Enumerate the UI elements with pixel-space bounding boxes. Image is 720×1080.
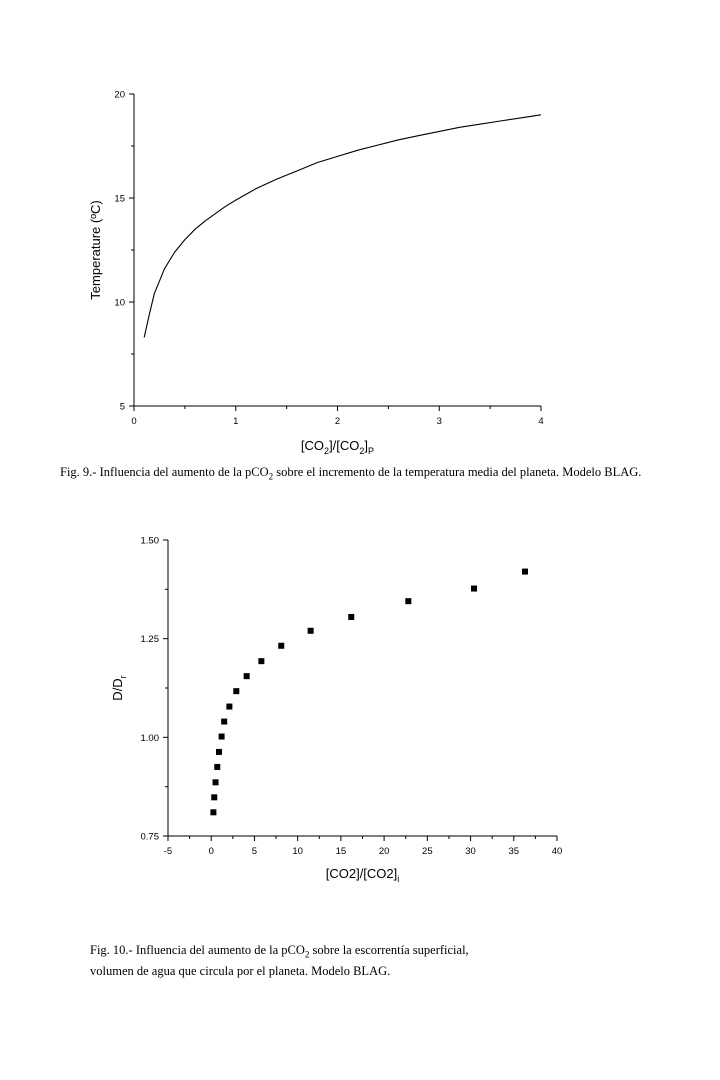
x-tick-label: -5: [163, 846, 173, 857]
x-tick-label: 15: [335, 846, 347, 857]
y-tick-label: 5: [119, 401, 125, 413]
data-point: [214, 764, 220, 770]
data-point: [226, 704, 232, 710]
y-tick-label: 1.50: [140, 535, 159, 547]
data-point: [471, 586, 477, 592]
y-tick-label: 1.25: [140, 634, 159, 646]
y-tick-label: 0.75: [140, 831, 159, 843]
caption-subscript: 2: [304, 949, 310, 960]
caption-text: Fig. 9.- Influencia del aumento de la pCO: [60, 465, 269, 479]
x-axis-label: $[CO2]/[CO2]_i$: [325, 866, 400, 884]
data-point: [348, 614, 354, 620]
figure-9-caption: [60, 464, 641, 485]
caption-text: Fig. 10.- Influencia del aumento de la pCO: [90, 943, 305, 957]
x-tick-label: 0: [208, 846, 214, 857]
x-tick-label: 25: [422, 846, 433, 857]
data-point: [211, 794, 217, 800]
x-tick-label: 5: [251, 846, 258, 857]
data-point: [244, 673, 250, 679]
chart-1: [88, 90, 544, 457]
data-point: [213, 779, 219, 785]
x-tick-label: 0: [131, 416, 137, 427]
caption-subscript: 2: [268, 471, 274, 482]
data-point: [233, 688, 239, 694]
data-point: [221, 719, 227, 725]
x-tick-label: 3: [436, 416, 442, 427]
y-axis-label: Temperature (ºC): [88, 200, 103, 300]
y-tick-label: 1.00: [140, 732, 159, 744]
chart-2: [110, 536, 562, 885]
x-tick-label: 2: [334, 416, 341, 427]
x-tick-label: 1: [233, 416, 239, 427]
data-point: [278, 643, 284, 649]
x-tick-label: 4: [538, 416, 544, 427]
x-tick-label: 20: [378, 846, 390, 857]
caption-text: sobre la escorrentía superficial,: [309, 943, 469, 957]
caption-line-2: volumen de agua que circula por el planeta. Modelo BLAG.: [90, 963, 391, 978]
data-point: [308, 628, 314, 634]
x-tick-label: 10: [292, 846, 303, 857]
x-tick-label: 35: [508, 846, 520, 857]
data-point: [522, 569, 528, 575]
data-point: [219, 734, 225, 740]
data-point: [258, 658, 264, 664]
data-point: [216, 749, 222, 755]
data-point: [405, 598, 411, 604]
caption-line-1: [90, 942, 469, 963]
x-axis-label: $[CO_2]/[CO_2]_P$: [300, 438, 375, 456]
figure-10-caption: [90, 942, 469, 979]
y-tick-label: 20: [114, 89, 125, 101]
caption-text: sobre el incremento de la temperatura media del planeta. Modelo BLAG.: [273, 465, 642, 479]
y-axis-label: $D/D_r$: [110, 675, 128, 701]
y-tick-label: 10: [114, 297, 125, 309]
data-point: [210, 809, 216, 815]
series-line: [144, 115, 541, 338]
x-tick-label: 40: [551, 846, 563, 857]
y-tick-label: 15: [114, 193, 125, 205]
x-tick-label: 30: [465, 846, 476, 857]
